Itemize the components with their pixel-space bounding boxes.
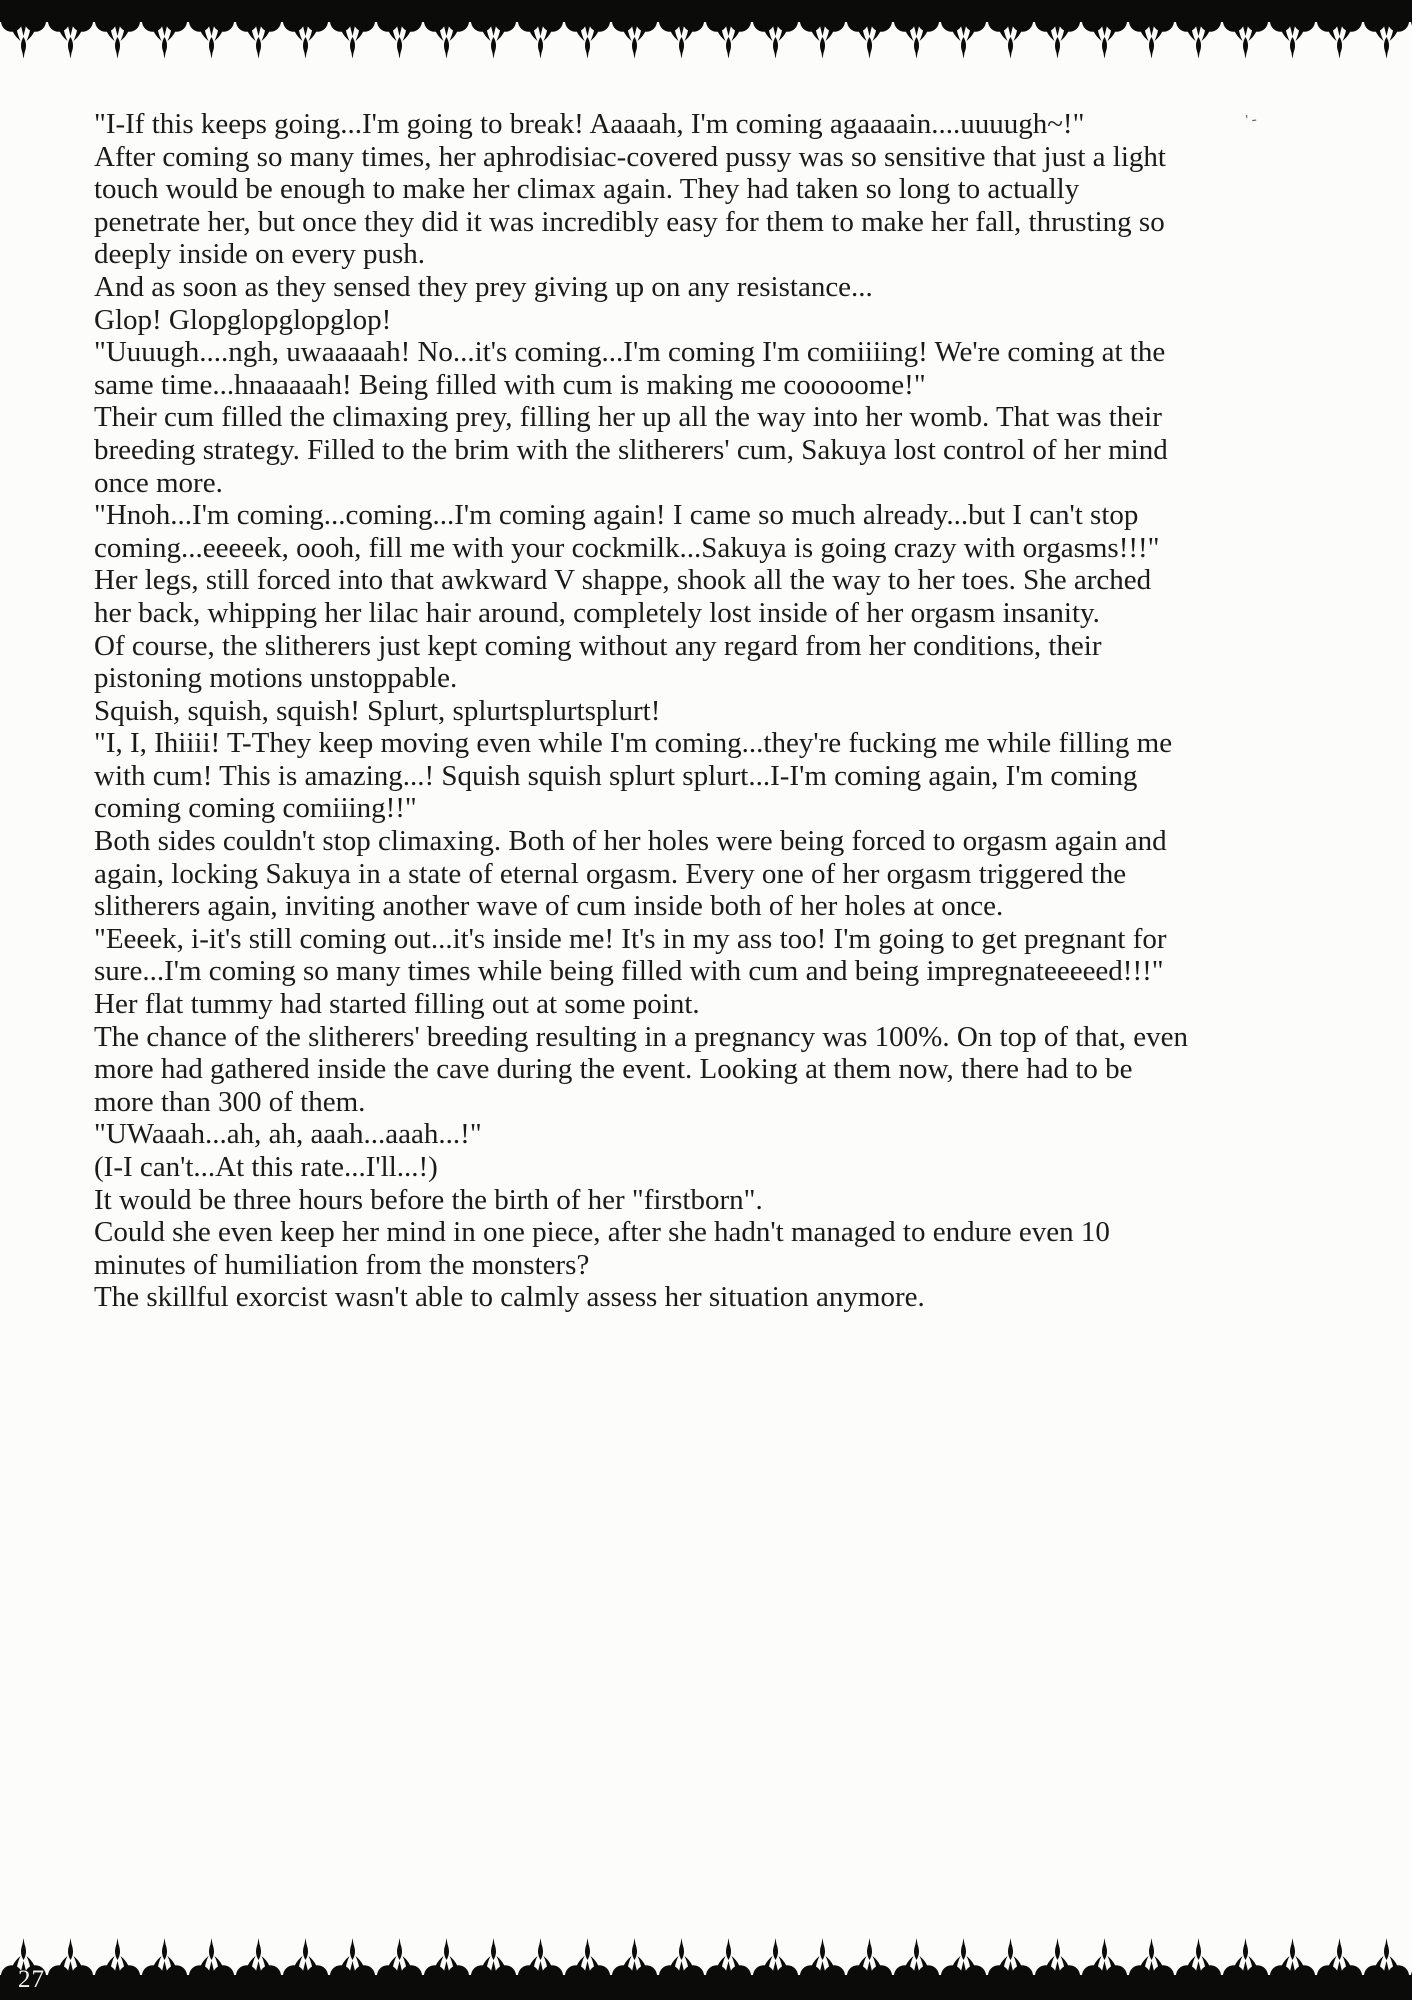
text-line: more than 300 of them. [94,1085,366,1118]
border-bottom-band [0,1938,1412,2000]
text-line: After coming so many times, her aphrodisiac-covered pussy was so sensitive that just a light [94,140,1166,173]
text-line: Their cum filled the climaxing prey, filling her up all the way into her womb. That was their [94,401,1162,434]
text-line: Could she even keep her mind in one piece, after she hadn't managed to endure even 10 [94,1216,1110,1249]
text-line: again, locking Sakuya in a state of eternal orgasm. Every one of her orgasm triggered the [94,857,1127,890]
text-line: once more. [94,466,223,499]
text-line: slitherers again, inviting another wave of cum inside both of her holes at once. [94,890,1004,923]
text-line: The chance of the slitherers' breeding resulting in a pregnancy was 100%. On top of that, even [94,1020,1188,1053]
text-line: Her flat tummy had started filling out at some point. [94,988,700,1021]
text-line: with cum! This is amazing...! Squish squish splurt splurt...I-I'm coming again, I'm coming [94,759,1138,792]
text-line: It would be three hours before the birth of her "firstborn". [94,1183,763,1216]
text-line: Her legs, still forced into that awkward V shappe, shook all the way to her toes. She arched [94,564,1152,597]
text-line: Squish, squish, squish! Splurt, splurtsplurtsplurt! [94,694,661,727]
border-top-band [0,0,1412,58]
text-line: minutes of humiliation from the monsters? [94,1248,590,1281]
text-line: more had gathered inside the cave during the event. Looking at them now, there had to be [94,1053,1133,1086]
text-line: same time...hnaaaaah! Being filled with cum is making me cooooome!" [94,368,926,401]
text-line: coming coming comiiing!!" [94,792,417,825]
text-line: "UWaaah...ah, ah, aaah...aaah...!" [94,1118,482,1151]
text-line: Both sides couldn't stop climaxing. Both of her holes were being forced to orgasm again and [94,825,1167,858]
text-line: deeply inside on every push. [94,238,426,271]
text-line: breeding strategy. Filled to the brim with the slitherers' cum, Sakuya lost control of her mind [94,433,1168,466]
text-line: "I-If this keeps going...I'm going to break! Aaaaah, I'm coming agaaaain....uuuugh~!" [94,108,1085,140]
text-line: Glop! Glopglopglopglop! [94,303,392,336]
text-line: Of course, the slitherers just kept coming without any regard from her conditions, their [94,629,1102,662]
ornamental-border-bottom [0,1938,1412,2000]
scan-artifact-mark: '- [1244,111,1261,129]
text-line: "Eeeek, i-it's still coming out...it's inside me! It's in my ass too! I'm going to get pregnant for [94,922,1167,955]
text-line: "Uuuugh....ngh, uwaaaaah! No...it's coming...I'm coming I'm comiiiing! We're coming at the [94,336,1166,369]
text-line: penetrate her, but once they did it was incredibly easy for them to make her fall, thrusting so [94,205,1165,238]
page-text [94,108,1309,1314]
page-number: 27 [18,1966,45,1993]
text-line: coming...eeeeek, oooh, fill me with your cockmilk...Sakuya is going crazy with orgasms!!!" [94,531,1160,564]
text-line: her back, whipping her lilac hair around, completely lost inside of her orgasm insanity. [94,596,1100,629]
text-line: The skillful exorcist wasn't able to calmly assess her situation anymore. [94,1281,925,1314]
text-line: And as soon as they sensed they prey giving up on any resistance... [94,270,873,303]
text-line: sure...I'm coming so many times while being filled with cum and being impregnateeeeed!!!" [94,955,1164,988]
text-line: (I-I can't...At this rate...I'll...!) [94,1151,438,1183]
ornamental-border-top [0,0,1412,58]
text-line: "Hnoh...I'm coming...coming...I'm coming again! I came so much already...but I can't stop [94,499,1139,532]
text-line: "I, I, Ihiiii! T-They keep moving even while I'm coming...they're fucking me while filling me [94,727,1173,760]
text-line: pistoning motions unstoppable. [94,662,458,695]
text-line: touch would be enough to make her climax again. They had taken so long to actually [94,173,1080,206]
